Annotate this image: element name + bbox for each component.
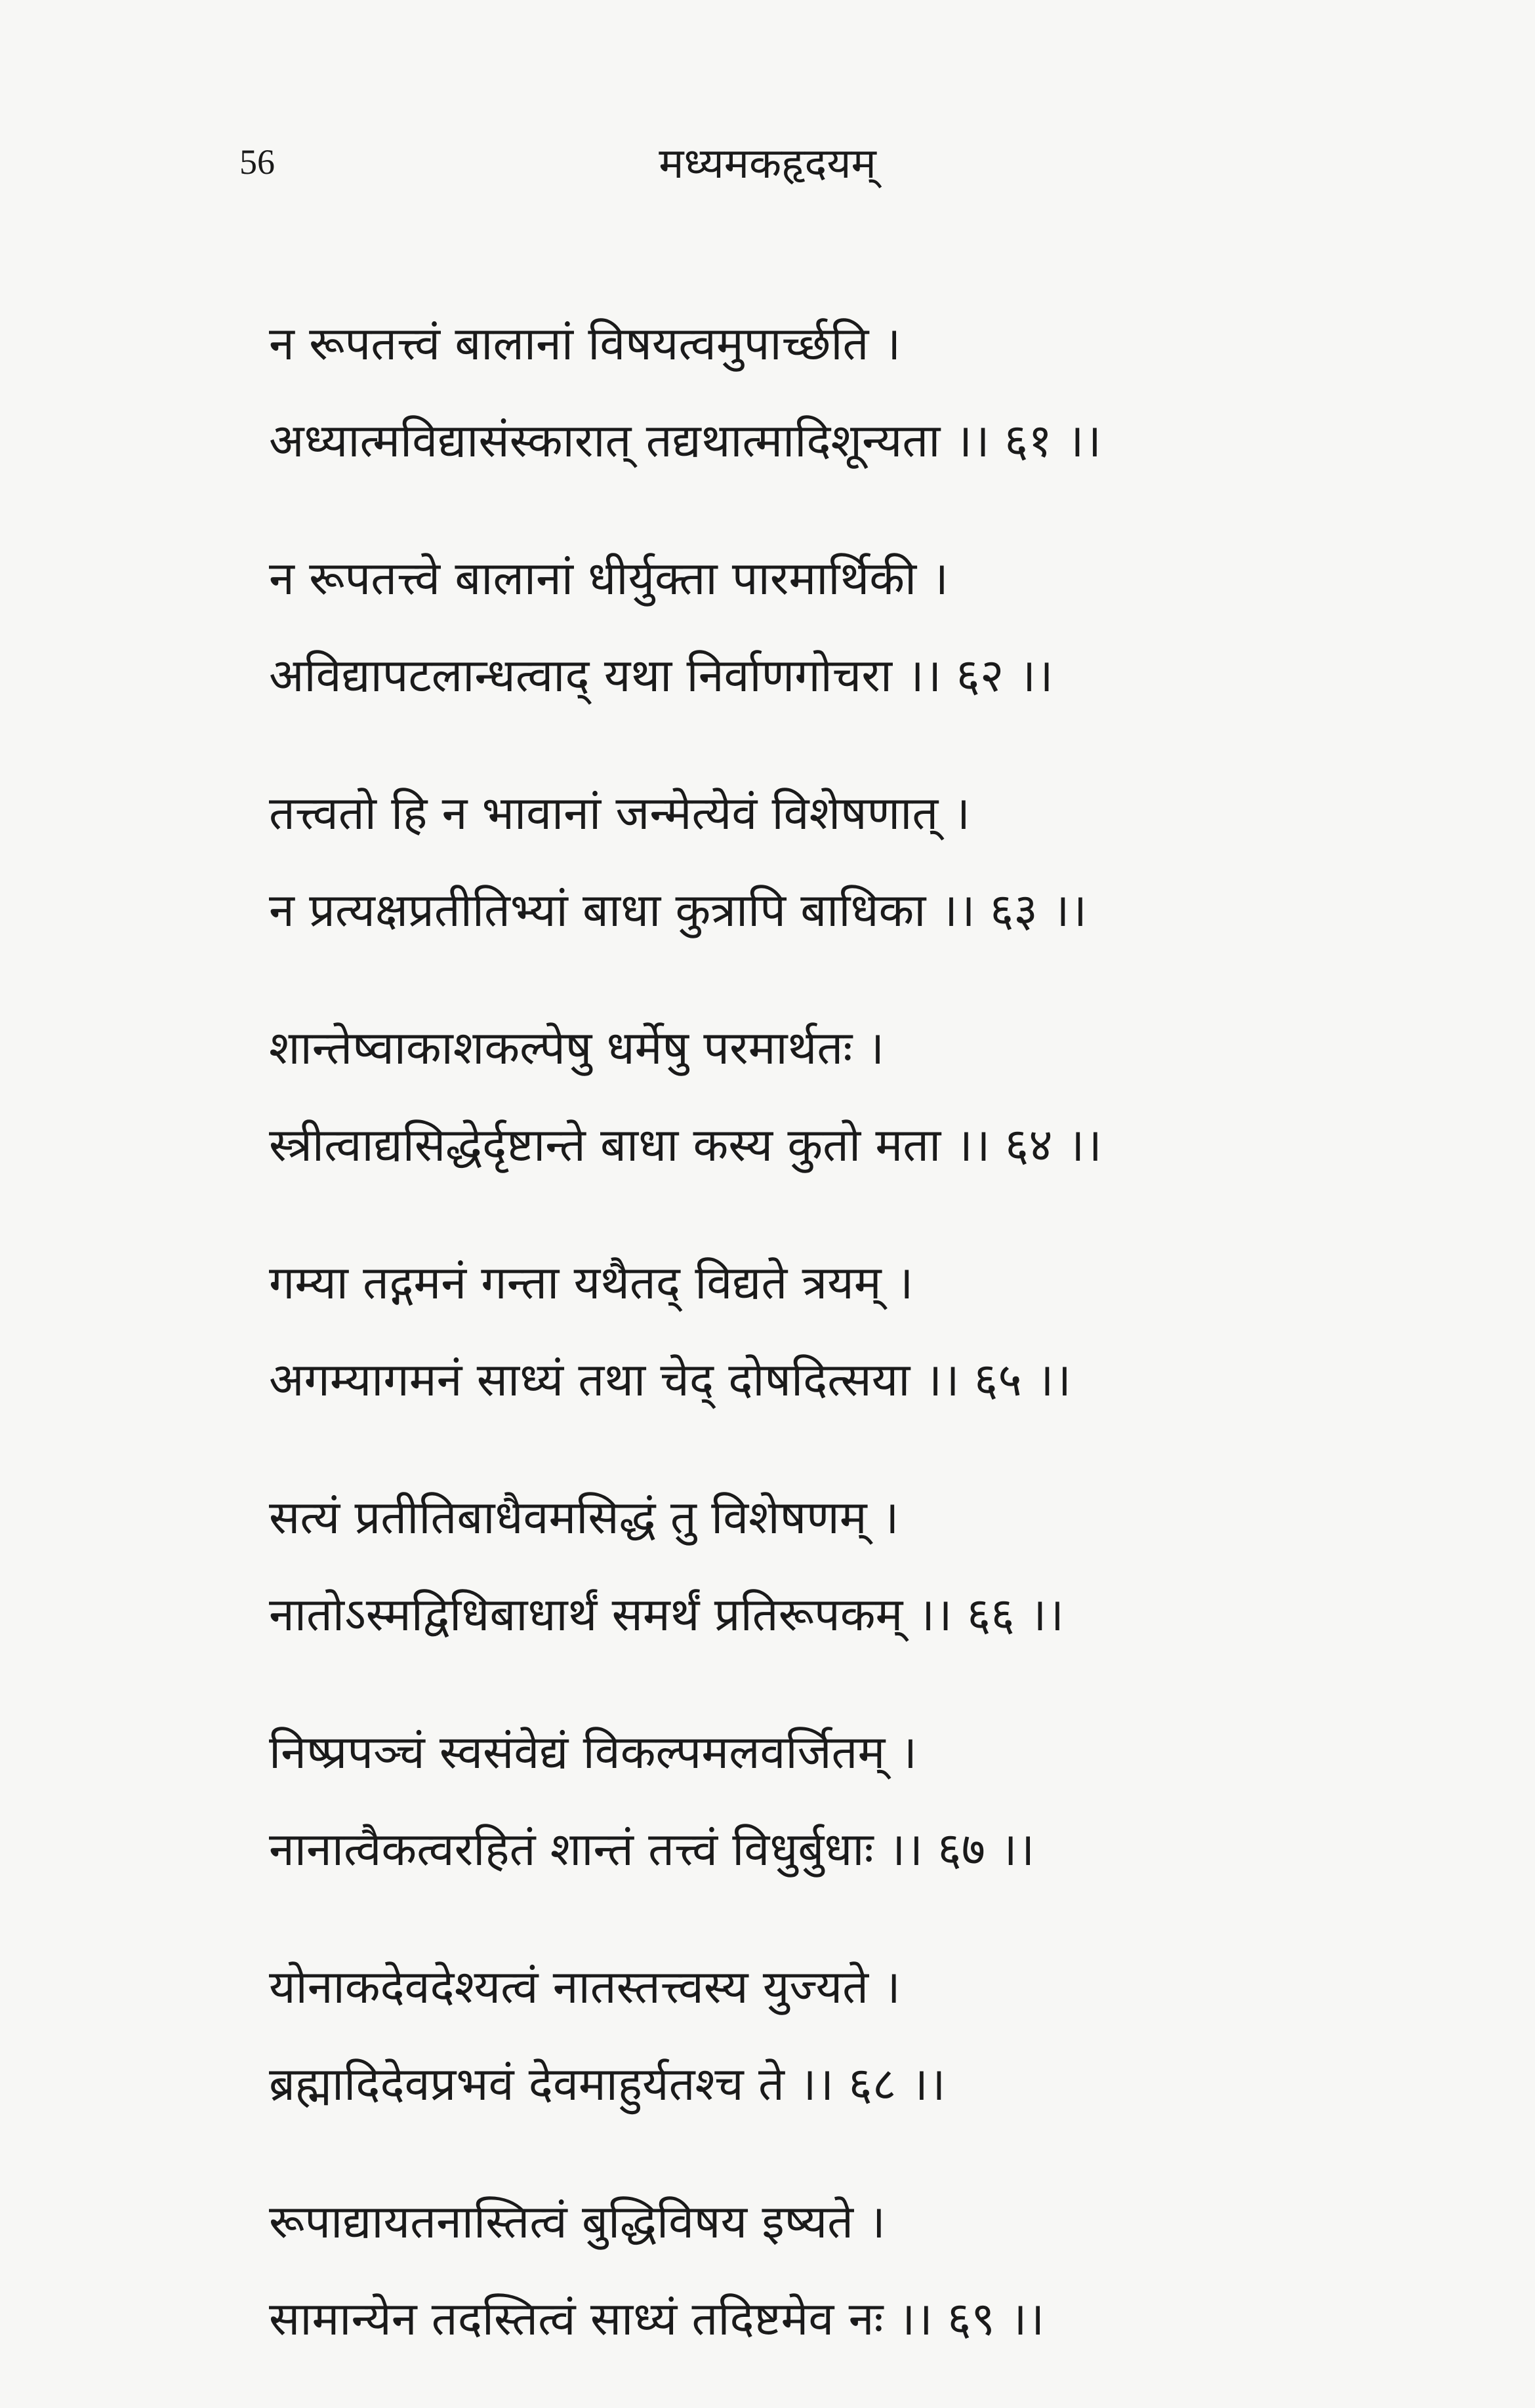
verse-63	[269, 765, 1502, 959]
verse-66	[269, 1469, 1502, 1663]
running-title: मध्यमकहृदयम्	[659, 140, 876, 188]
verse-62	[269, 530, 1502, 724]
verse-line: अध्यात्मविद्यासंस्कारात् तद्यथात्मादिशून्यता ।। ६१ ।।	[269, 414, 1102, 468]
verse-line: नातोऽस्मद्विधिबाधार्थं समर्थं प्रतिरूपकम् ।। ६६ ।।	[269, 1588, 1065, 1641]
verse-line: शान्तेष्वाकाशकल्पेषु धर्मेषु परमार्थतः ।	[269, 1021, 885, 1075]
page-number: 56	[239, 142, 275, 182]
verse-line: सत्यं प्रतीतिबाधैवमसिद्धं तु विशेषणम् ।	[269, 1491, 899, 1544]
verse-line: सामान्येन तदस्तित्वं साध्यं तदिष्टमेव नः ।। ६९ ।।	[269, 2292, 1045, 2346]
verse-line: योनाकदेवदेश्यत्वं नातस्तत्त्वस्य युज्यते ।	[269, 1960, 901, 2014]
verse-67	[269, 1704, 1502, 1898]
verse-68	[269, 1938, 1502, 2133]
verse-line: गम्या तद्गमनं गन्ता यथैतद् विद्यते त्रयम् ।	[269, 1256, 914, 1310]
verse-list	[269, 295, 1502, 2408]
verse-line: रूपाद्यायतनास्तित्वं बुद्धिविषय इष्यते ।	[269, 2195, 886, 2249]
verse-line: अगम्यागमनं साध्यं तथा चेद् दोषदित्सया ।। ६५ ।।	[269, 1353, 1072, 1407]
verse-64	[269, 999, 1502, 1194]
verse-line: तत्त्वतो हि न भावानां जन्मेत्येवं विशेषणात् ।	[269, 786, 971, 840]
verse-line: न रूपतत्त्वे बालानां धीर्युक्ता पारमार्थिकी ।	[269, 552, 949, 605]
verse-65	[269, 1234, 1502, 1428]
verse-line: ब्रह्मादिदेवप्रभवं देवमाहुर्यतश्च ते ।। ६८ ।।	[269, 2057, 946, 2111]
verse-line: न रूपतत्त्वं बालानां विषयत्वमुपार्च्छति ।	[269, 317, 901, 371]
verse-61	[269, 295, 1502, 489]
verse-line: अविद्यापटलान्धत्वाद् यथा निर्वाणगोचरा ।। ६२ ।।	[269, 649, 1054, 702]
verse-line: न प्रत्यक्षप्रतीतिभ्यां बाधा कुत्रापि बाधिका ।। ६३ ।।	[269, 883, 1088, 937]
verse-line: स्त्रीत्वाद्यसिद्धेर्दृष्टान्ते बाधा कस्य कुतो मता ।। ६४ ।।	[269, 1118, 1102, 1172]
verse-line: निष्प्रपञ्चं स्वसंवेद्यं विकल्पमलवर्जितम् ।	[269, 1725, 918, 1779]
verse-69	[269, 2173, 1502, 2367]
verse-line: नानात्वैकत्वरहितं शान्तं तत्त्वं विधुर्बुधाः ।। ६७ ।।	[269, 1822, 1035, 1876]
